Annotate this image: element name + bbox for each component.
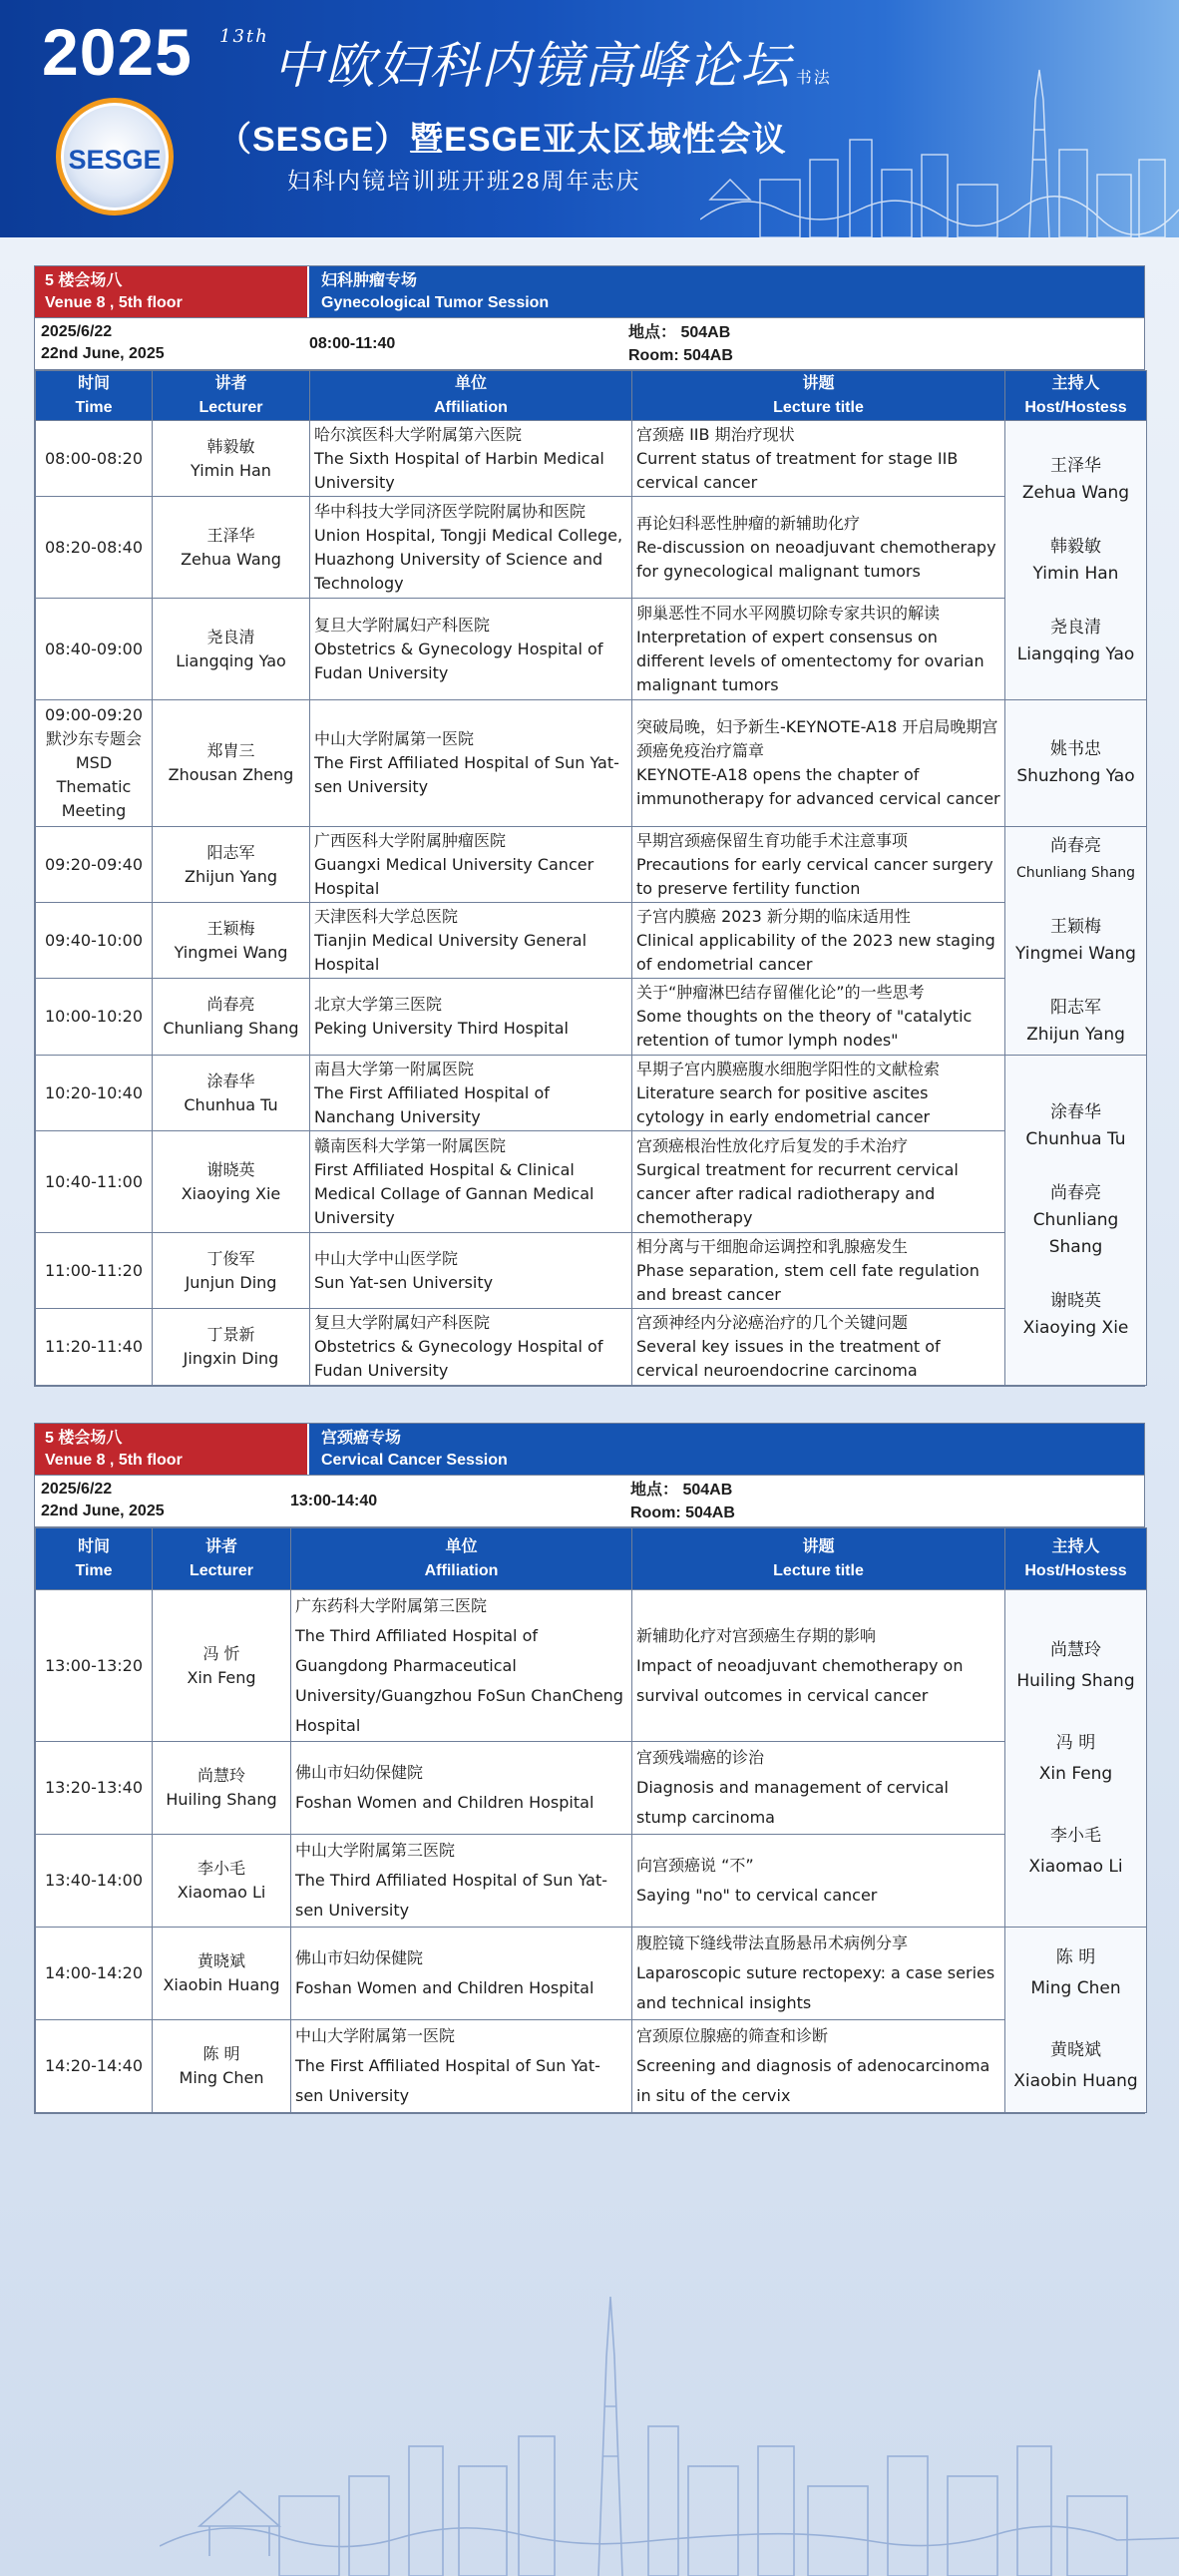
time-cell xyxy=(36,700,153,827)
lecturer-cell xyxy=(153,599,310,700)
affiliation-cell xyxy=(310,1131,632,1233)
host-name-en: Xin Feng xyxy=(1038,1763,1113,1784)
lecturer-en: Yimin Han xyxy=(191,460,271,480)
lecture-title-cell xyxy=(632,1056,1005,1131)
session-header xyxy=(35,266,1144,318)
lecture-title-cn: 宫颈原位腺癌的筛查和诊断 xyxy=(636,2026,829,2045)
header-time xyxy=(36,371,153,421)
lecturer-en: Zhousan Zheng xyxy=(168,765,294,784)
table-row xyxy=(36,700,1147,827)
lecture-title-en: Current status of treatment for stage IIB cervical cancer xyxy=(636,448,959,492)
host-name-cn: 王泽华 xyxy=(1050,455,1101,476)
room-en: Room: 504AB xyxy=(628,347,733,364)
affiliation-cn: 广西医科大学附属肿瘤医院 xyxy=(314,830,507,850)
lecturer-en: Ming Chen xyxy=(179,2068,264,2087)
time-cell: 10:00-10:20 xyxy=(36,979,153,1056)
host-name-cn: 尚慧玲 xyxy=(1050,1639,1101,1660)
affiliation-en: Guangxi Medical University Cancer Hospital xyxy=(314,854,594,898)
affiliation-en: The Third Affiliated Hospital of Guangdong Pharmaceutical University/Guangzhou FoSun ChanCheng Hospital xyxy=(295,1625,623,1735)
lecture-title-en: Several key issues in the treatment of cervical neuroendocrine carcinoma xyxy=(636,1337,941,1380)
header-affiliation xyxy=(291,1528,632,1590)
host-name-cn: 李小毛 xyxy=(1050,1825,1101,1846)
lecturer-cn: 冯 忻 xyxy=(202,1643,240,1663)
affiliation-en: The First Affiliated Hospital of Sun Yat-sen University xyxy=(295,2056,600,2105)
lecture-title-en: Precautions for early cervical cancer surgery to preserve fertility function xyxy=(636,854,993,898)
lecturer-cn: 丁景新 xyxy=(206,1325,255,1344)
header-time-en: Time xyxy=(75,1561,113,1579)
lecture-title-cell xyxy=(632,1742,1005,1835)
host-cell xyxy=(1005,1590,1147,1928)
affiliation-en: Foshan Women and Children Hospital xyxy=(295,1978,594,1997)
header-host-en: Host/Hostess xyxy=(1024,398,1127,416)
lecture-title-en: Surgical treatment for recurrent cervical cancer after radical radiotherapy and chemotherapy xyxy=(636,1159,959,1227)
header-lecture-title xyxy=(632,1528,1005,1590)
host-name-en: Xiaobin Huang xyxy=(1013,2071,1138,2091)
host-name-en: Zhijun Yang xyxy=(1026,1025,1125,1045)
session-time-range: 08:00-11:40 xyxy=(309,334,396,352)
host-name-en: Huiling Shang xyxy=(1016,1670,1135,1691)
header-title-en: Lecture title xyxy=(773,398,864,416)
affiliation-cn: 哈尔滨医科大学附属第六医院 xyxy=(314,424,523,444)
lecturer-cell xyxy=(153,1928,291,2020)
lecture-title-cn: 相分离与干细胞命运调控和乳腺癌发生 xyxy=(636,1236,909,1256)
lecture-title-cell xyxy=(632,903,1005,979)
header-lecturer-en: Lecturer xyxy=(189,1561,254,1579)
session-title-en: Gynecological Tumor Session xyxy=(321,294,550,311)
affiliation-cn: 复旦大学附属妇产科医院 xyxy=(314,615,491,635)
session-date xyxy=(35,1476,290,1526)
table-row xyxy=(36,1309,1147,1386)
session-title-cn: 妇科肿瘤专场 xyxy=(321,272,418,289)
lecturer-cn: 阳志军 xyxy=(206,842,255,862)
lecturer-cn: 王颖梅 xyxy=(206,918,255,938)
room-cn: 地点： 504AB xyxy=(630,1482,733,1499)
affiliation-cn: 广东药科大学附属第三医院 xyxy=(295,1595,488,1615)
table-row xyxy=(36,1590,1147,1742)
header-banner xyxy=(0,0,1179,237)
table-row xyxy=(36,1742,1147,1835)
lecture-title-cn: 宫颈神经内分泌癌治疗的几个关键问题 xyxy=(636,1313,909,1332)
lecture-title-cn: 关于“肿瘤淋巴结存留催化论”的一些思考 xyxy=(636,983,925,1002)
table-row xyxy=(36,1835,1147,1928)
host-name-cn: 阳志军 xyxy=(1050,998,1101,1018)
time-cell: 10:40-11:00 xyxy=(36,1131,153,1233)
lecturer-cell xyxy=(153,1309,310,1386)
affiliation-cell xyxy=(291,1590,632,1742)
date-numeric: 2025/6/22 xyxy=(41,1481,113,1498)
venue-label xyxy=(35,266,309,317)
lecture-title-en: Laparoscopic suture rectopexy: a case series and technical insights xyxy=(636,1963,995,2012)
lecturer-en: Liangqing Yao xyxy=(176,650,286,670)
affiliation-cell xyxy=(310,421,632,497)
lecture-title-cn: 腹腔镜下缝线带法直肠悬吊术病例分享 xyxy=(636,1933,909,1952)
header-lecturer-cn: 讲者 xyxy=(214,374,247,392)
lecturer-cn: 涂春华 xyxy=(206,1071,255,1090)
lecturer-cn: 黄晓斌 xyxy=(196,1951,245,1970)
header-affiliation-cn: 单位 xyxy=(445,1537,478,1555)
lecturer-cn: 李小毛 xyxy=(196,1859,245,1878)
affiliation-en: The First Affiliated Hospital of Nanchang University xyxy=(314,1082,550,1126)
header-affiliation-en: Affiliation xyxy=(424,1561,499,1579)
lecturer-en: Zehua Wang xyxy=(181,549,281,569)
header-host-cn: 主持人 xyxy=(1051,1537,1100,1555)
table-row xyxy=(36,1928,1147,2020)
header-lecturer xyxy=(153,371,310,421)
header-affiliation-cn: 单位 xyxy=(454,374,487,392)
host-name-cn: 韩毅敏 xyxy=(1050,536,1101,557)
host-name-cn: 姚书忠 xyxy=(1050,739,1101,759)
lecture-title-cell xyxy=(632,1233,1005,1309)
host-name-en: Liangqing Yao xyxy=(1016,644,1135,664)
affiliation-en: The First Affiliated Hospital of Sun Yat-sen University xyxy=(314,753,619,796)
affiliation-cell xyxy=(310,700,632,827)
affiliation-en: Obstetrics & Gynecology Hospital of Fudan University xyxy=(314,639,603,682)
year-title: 2025 xyxy=(42,15,193,89)
affiliation-cell xyxy=(291,2020,632,2113)
lecture-title-cell xyxy=(632,979,1005,1056)
lecture-title-cn: 新辅助化疗对宫颈癌生存期的影响 xyxy=(636,1625,877,1645)
lecture-title-cn: 宫颈残端癌的诊治 xyxy=(636,1748,765,1767)
lecture-title-cell xyxy=(632,700,1005,827)
affiliation-en: Sun Yat-sen University xyxy=(314,1272,494,1292)
lecturer-cell xyxy=(153,1835,291,1928)
room-cn: 地点： 504AB xyxy=(628,324,731,341)
affiliation-en: Union Hospital, Tongji Medical College, Huazhong University of Science and Technology xyxy=(314,525,623,593)
lecture-title-en: Clinical applicability of the 2023 new staging of endometrial cancer xyxy=(636,930,995,974)
time-cell: 09:40-10:00 xyxy=(36,903,153,979)
host-name-en: Xiaomao Li xyxy=(1028,1856,1123,1877)
session-room xyxy=(628,318,733,369)
city-skyline-illustration xyxy=(700,60,1179,237)
affiliation-cell xyxy=(310,827,632,903)
venue-en: Venue 8 , 5th floor xyxy=(45,1452,183,1469)
time-cell: 08:40-09:00 xyxy=(36,599,153,700)
host-name-en: Yimin Han xyxy=(1032,563,1119,584)
session-info xyxy=(35,1476,1144,1527)
header-time-en: Time xyxy=(75,398,113,416)
session-info xyxy=(35,318,1144,370)
lecturer-cell xyxy=(153,700,310,827)
time-cell: 08:20-08:40 xyxy=(36,497,153,599)
host-name-cn: 尚春亮 xyxy=(1050,1182,1101,1203)
affiliation-cell xyxy=(291,1742,632,1835)
sesge-logo xyxy=(56,98,174,215)
affiliation-cell xyxy=(310,599,632,700)
session-cervical-cancer xyxy=(34,1423,1145,2114)
thematic-meeting-note: 默沙东专题会 MSD Thematic Meeting xyxy=(45,729,142,820)
host-name-en: Xiaoying Xie xyxy=(1022,1317,1129,1338)
header-lecturer xyxy=(153,1528,291,1590)
table-row xyxy=(36,903,1147,979)
table-header-row xyxy=(36,1528,1147,1590)
time-cell: 10:20-10:40 xyxy=(36,1056,153,1131)
lecture-title-cell xyxy=(632,1835,1005,1928)
date-text: 22nd June, 2025 xyxy=(41,1503,165,1519)
time-cell: 09:20-09:40 xyxy=(36,827,153,903)
affiliation-cn: 赣南医科大学第一附属医院 xyxy=(314,1135,507,1155)
host-cell xyxy=(1005,421,1147,700)
lecturer-en: Junjun Ding xyxy=(185,1272,277,1292)
lecturer-cell xyxy=(153,1590,291,1742)
lecturer-cell xyxy=(153,2020,291,2113)
header-title-cn: 讲题 xyxy=(802,1537,835,1555)
room-en: Room: 504AB xyxy=(630,1504,735,1521)
lecture-title-en: Screening and diagnosis of adenocarcinoma in situ of the cervix xyxy=(636,2056,990,2105)
conference-title: （SESGE）暨ESGE亚太区域性会议 xyxy=(217,121,787,159)
host-name-cn: 王颖梅 xyxy=(1050,917,1101,937)
venue-label xyxy=(35,1424,309,1475)
time-cell: 14:00-14:20 xyxy=(36,1928,153,2020)
lecturer-cn: 尚春亮 xyxy=(206,995,255,1014)
lecture-title-en: Interpretation of expert consensus on different levels of omentectomy for ovarian malignant tumors xyxy=(636,627,984,694)
schedule-table xyxy=(35,1527,1147,2113)
lecturer-cell xyxy=(153,421,310,497)
host-name-en: Shuzhong Yao xyxy=(1016,766,1135,786)
lecture-title-cn: 卵巢恶性不同水平网膜切除专家共识的解读 xyxy=(636,603,941,623)
affiliation-cn: 中山大学中山医学院 xyxy=(314,1248,459,1268)
affiliation-en: The Sixth Hospital of Harbin Medical University xyxy=(314,448,604,492)
calligraphy-mark: 书法 xyxy=(795,68,832,87)
host-name-cn: 谢晓英 xyxy=(1050,1290,1101,1311)
lecturer-cell xyxy=(153,1233,310,1309)
lecture-title-cn: 早期宫颈癌保留生育功能手术注意事项 xyxy=(636,830,909,850)
lecturer-cell xyxy=(153,1742,291,1835)
session-title-en: Cervical Cancer Session xyxy=(321,1452,508,1469)
schedule-table xyxy=(35,370,1147,1386)
session-title xyxy=(309,1424,1144,1475)
header-title-cn: 讲题 xyxy=(802,374,835,392)
host-cell xyxy=(1005,700,1147,827)
lecture-title-cell xyxy=(632,421,1005,497)
header-lecturer-cn: 讲者 xyxy=(204,1537,237,1555)
affiliation-en: First Affiliated Hospital & Clinical Medical Collage of Gannan Medical University xyxy=(314,1159,594,1227)
table-row xyxy=(36,1131,1147,1233)
lecture-title-cell xyxy=(632,2020,1005,2113)
affiliation-cell xyxy=(310,497,632,599)
lecturer-cell xyxy=(153,1131,310,1233)
affiliation-cell xyxy=(291,1835,632,1928)
venue-en: Venue 8 , 5th floor xyxy=(45,294,183,311)
lecturer-cell xyxy=(153,979,310,1056)
table-row xyxy=(36,599,1147,700)
conference-subtitle: 妇科内镜培训班开班28周年志庆 xyxy=(287,168,641,194)
host-name-en: Chunhua Tu xyxy=(1025,1128,1126,1149)
date-numeric: 2025/6/22 xyxy=(41,323,113,340)
affiliation-en: Foshan Women and Children Hospital xyxy=(295,1793,594,1812)
lecture-title-en: Saying "no" to cervical cancer xyxy=(636,1886,878,1905)
header-host xyxy=(1005,371,1147,421)
lecture-title-cn: 早期子宫内膜癌腹水细胞学阳性的文献检索 xyxy=(636,1059,941,1078)
lecturer-en: Yingmei Wang xyxy=(174,942,288,962)
host-name-en: Chunliang xyxy=(1032,1209,1119,1230)
affiliation-cn: 天津医科大学总医院 xyxy=(314,906,459,926)
affiliation-cell xyxy=(310,979,632,1056)
affiliation-en: Tianjin Medical University General Hospital xyxy=(314,930,588,974)
lecture-title-en: KEYNOTE-A18 opens the chapter of immunotherapy for advanced cervical cancer xyxy=(636,765,1000,808)
lecture-title-cn: 宫颈癌 IIB 期治疗现状 xyxy=(636,424,795,444)
lecture-title-cn: 子宫内膜癌 2023 新分期的临床适用性 xyxy=(636,906,911,926)
session-gynecological-tumor xyxy=(34,265,1145,1387)
affiliation-cell xyxy=(310,1056,632,1131)
lecture-title-en: Diagnosis and management of cervical stump carcinoma xyxy=(636,1778,949,1827)
affiliation-en: Peking University Third Hospital xyxy=(314,1019,569,1038)
header-time-cn: 时间 xyxy=(77,1537,110,1555)
host-name-en: Shang xyxy=(1048,1236,1103,1257)
host-cell xyxy=(1005,827,1147,1056)
table-row xyxy=(36,497,1147,599)
host-name-en: Yingmei Wang xyxy=(1015,944,1136,964)
header-affiliation xyxy=(310,371,632,421)
table-row xyxy=(36,421,1147,497)
lecturer-en: Zhijun Yang xyxy=(184,866,278,886)
affiliation-cell xyxy=(291,1928,632,2020)
lecture-title-cell xyxy=(632,1928,1005,2020)
header-affiliation-en: Affiliation xyxy=(434,398,508,416)
lecturer-cn: 丁俊军 xyxy=(206,1248,255,1268)
time-cell: 13:00-13:20 xyxy=(36,1590,153,1742)
lecture-title-cell xyxy=(632,1590,1005,1742)
lecturer-cell xyxy=(153,827,310,903)
time-cell: 13:40-14:00 xyxy=(36,1835,153,1928)
lecture-title-en: Impact of neoadjuvant chemotherapy on survival outcomes in cervical cancer xyxy=(636,1655,964,1705)
affiliation-cn: 复旦大学附属妇产科医院 xyxy=(314,1313,491,1332)
host-name-en: Zehua Wang xyxy=(1021,482,1130,503)
lecturer-en: Chunliang Shang xyxy=(163,1019,299,1038)
affiliation-cell xyxy=(310,1233,632,1309)
affiliation-en: Obstetrics & Gynecology Hospital of Fudan University xyxy=(314,1337,603,1380)
host-name-en: Chunliang Shang xyxy=(1015,865,1136,881)
host-name-en: Ming Chen xyxy=(1030,1978,1121,1998)
lecturer-en: Chunhua Tu xyxy=(184,1094,278,1114)
time-cell: 11:20-11:40 xyxy=(36,1309,153,1386)
lecturer-cell xyxy=(153,497,310,599)
lecture-title-cn: 宫颈癌根治性放化疗后复发的手术治疗 xyxy=(636,1135,909,1155)
affiliation-cn: 北京大学第三医院 xyxy=(314,995,443,1014)
header-title-en: Lecture title xyxy=(773,1561,864,1579)
time-range: 09:00-09:20 xyxy=(45,705,143,724)
time-cell: 14:20-14:40 xyxy=(36,2020,153,2113)
session-date xyxy=(35,318,309,369)
lecturer-en: Xin Feng xyxy=(187,1667,256,1687)
lecturer-en: Jingxin Ding xyxy=(183,1349,279,1368)
session-header xyxy=(35,1424,1144,1476)
lecturer-en: Xiaoying Xie xyxy=(181,1183,281,1203)
host-name-cn: 尚春亮 xyxy=(1050,836,1101,856)
lecturer-cn: 韩毅敏 xyxy=(206,436,255,456)
lecturer-en: Xiaomao Li xyxy=(177,1883,266,1902)
time-cell: 11:00-11:20 xyxy=(36,1233,153,1309)
logo-text: SESGE xyxy=(68,145,162,175)
lecture-title-cell xyxy=(632,1309,1005,1386)
lecture-title-cell xyxy=(632,827,1005,903)
session-title xyxy=(309,266,1144,317)
lecturer-cn: 王泽华 xyxy=(206,525,255,545)
affiliation-cn: 华中科技大学同济医学院附属协和医院 xyxy=(314,501,587,521)
host-name-cn: 尧良清 xyxy=(1050,617,1101,638)
lecturer-cn: 尚慧玲 xyxy=(196,1766,245,1785)
header-lecturer-en: Lecturer xyxy=(198,398,263,416)
edition-label: 13th xyxy=(219,26,269,47)
session-title-cn: 宫颈癌专场 xyxy=(321,1430,402,1447)
lecture-title-cell xyxy=(632,1131,1005,1233)
date-text: 22nd June, 2025 xyxy=(41,345,165,362)
header-time xyxy=(36,1528,153,1590)
table-row xyxy=(36,1056,1147,1131)
header-time-cn: 时间 xyxy=(77,374,110,392)
lecturer-cn: 谢晓英 xyxy=(206,1159,255,1179)
affiliation-cn: 中山大学附属第一医院 xyxy=(314,729,475,748)
table-row xyxy=(36,1233,1147,1309)
host-cell xyxy=(1005,1056,1147,1386)
lecture-title-cn: 向宫颈癌说 “不” xyxy=(636,1856,754,1875)
affiliation-cn: 佛山市妇幼保健院 xyxy=(295,1763,424,1782)
header-host-cn: 主持人 xyxy=(1051,374,1100,392)
lecture-title-en: Literature search for positive ascites cytology in early endometrial cancer xyxy=(636,1082,931,1126)
affiliation-cn: 佛山市妇幼保健院 xyxy=(295,1948,424,1967)
lecturer-en: Xiaobin Huang xyxy=(163,1975,280,1994)
lecturer-cn: 陈 明 xyxy=(202,2044,240,2063)
lecture-title-cell xyxy=(632,497,1005,599)
host-name-cn: 冯 明 xyxy=(1055,1732,1096,1753)
affiliation-cn: 南昌大学第一附属医院 xyxy=(314,1059,475,1078)
session-time-range: 13:00-14:40 xyxy=(290,1492,378,1509)
affiliation-cn: 中山大学附属第三医院 xyxy=(295,1841,456,1860)
affiliation-cn: 中山大学附属第一医院 xyxy=(295,2026,456,2045)
venue-cn: 5 楼会场八 xyxy=(45,272,123,289)
lecture-title-en: Re-discussion on neoadjuvant chemotherapy for gynecological malignant tumors xyxy=(636,537,996,581)
lecturer-cn: 郑胄三 xyxy=(206,741,255,760)
lecture-title-en: Phase separation, stem cell fate regulation and breast cancer xyxy=(636,1260,980,1304)
forum-title-text: 中欧妇科内镜高峰论坛 xyxy=(272,37,792,95)
lecturer-cell xyxy=(153,903,310,979)
affiliation-cell xyxy=(310,903,632,979)
lecture-title-en: Some thoughts on the theory of "catalytic retention of tumor lymph nodes" xyxy=(636,1007,973,1050)
affiliation-cell xyxy=(310,1309,632,1386)
city-skyline-illustration xyxy=(160,2277,1179,2576)
lecture-title-cn: 突破局晚，妇予新生-KEYNOTE-A18 开启局晚期宫颈癌免疫治疗篇章 xyxy=(636,717,998,760)
host-cell xyxy=(1005,1928,1147,2113)
time-cell: 13:20-13:40 xyxy=(36,1742,153,1835)
session-room xyxy=(630,1476,735,1526)
lecturer-cell xyxy=(153,1056,310,1131)
time-cell: 08:00-08:20 xyxy=(36,421,153,497)
affiliation-en: The Third Affiliated Hospital of Sun Yat-sen University xyxy=(295,1871,608,1920)
lecturer-en: Huiling Shang xyxy=(166,1790,277,1809)
host-name-cn: 涂春华 xyxy=(1050,1101,1101,1122)
lecture-title-cell xyxy=(632,599,1005,700)
table-row xyxy=(36,979,1147,1056)
host-name-cn: 黄晓斌 xyxy=(1050,2040,1101,2060)
venue-cn: 5 楼会场八 xyxy=(45,1430,123,1447)
table-row xyxy=(36,2020,1147,2113)
header-lecture-title xyxy=(632,371,1005,421)
table-row xyxy=(36,827,1147,903)
host-name-cn: 陈 明 xyxy=(1055,1947,1096,1967)
header-host-en: Host/Hostess xyxy=(1024,1561,1127,1579)
header-host xyxy=(1005,1528,1147,1590)
lecture-title-cn: 再论妇科恶性肿瘤的新辅助化疗 xyxy=(636,513,861,533)
table-header-row xyxy=(36,371,1147,421)
lecturer-cn: 尧良清 xyxy=(206,627,255,646)
